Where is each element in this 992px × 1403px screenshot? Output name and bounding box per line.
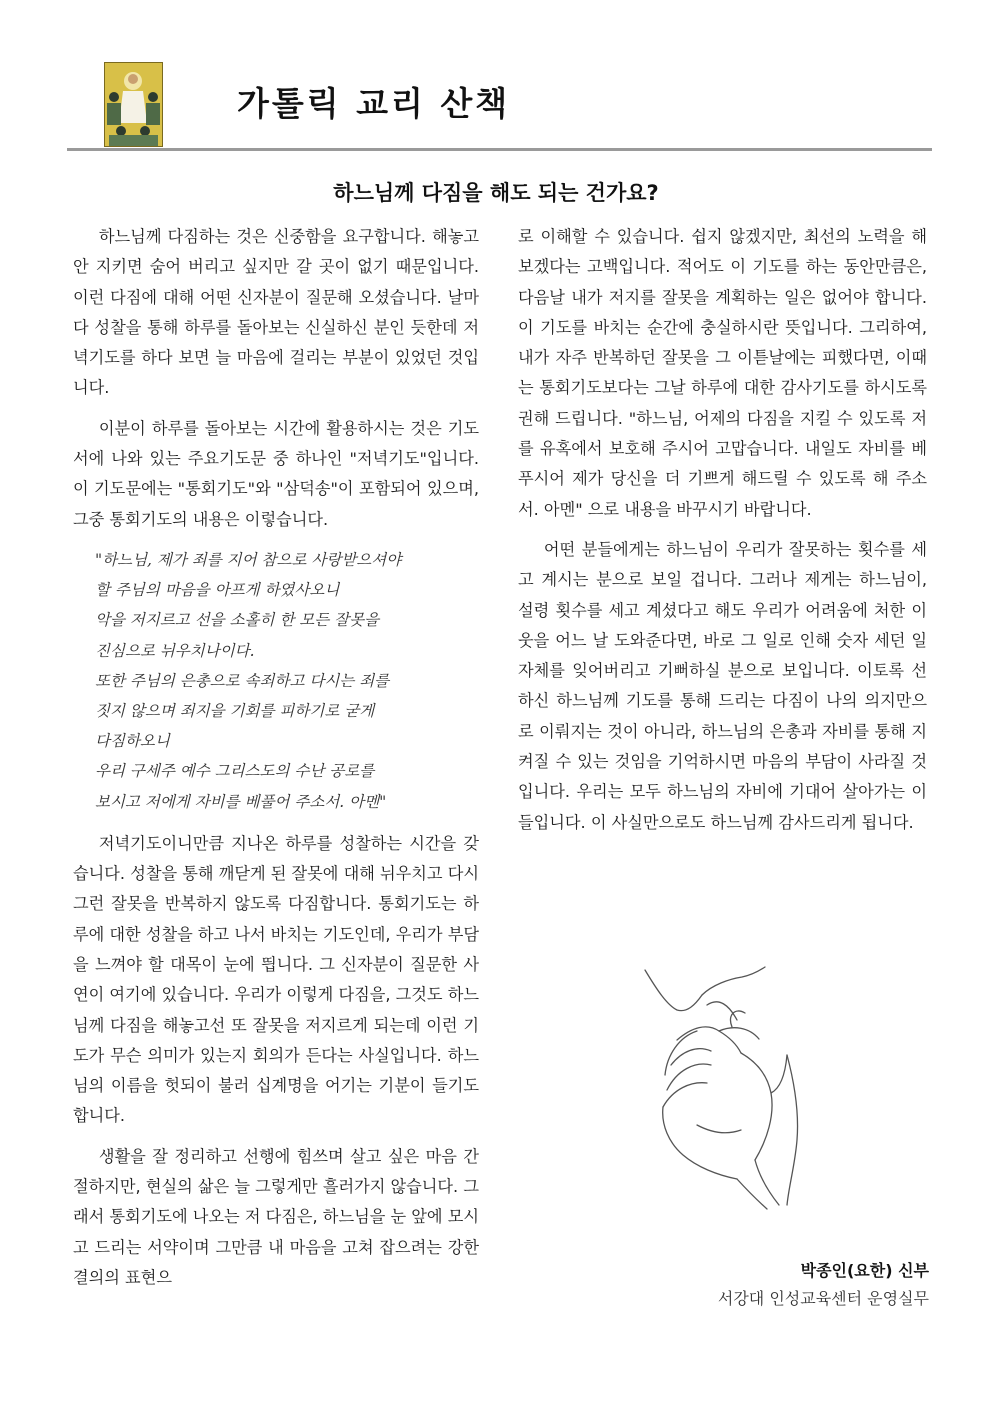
- prayer-quote: [73, 545, 479, 817]
- prayer-line: 악을 저지르고 선을 소홀히 한 모든 잘못을: [95, 611, 380, 630]
- prayer-line: 짓지 않으며 죄지을 기회를 피하기로 굳게: [95, 701, 375, 720]
- paragraph: 로 이해할 수 있습니다. 쉽지 않겠지만, 최선의 노력을 해 보겠다는 고백입니다. 적어도 이 기도를 하는 동안만큼은, 다음날 내가 저지를 잘못을 계획하는 일은 없어야 합니다. 이 기도를 바치는 순간에 충실하시란 뜻입니다. 그리하여, 내가 자주 반복하던 잘못을 그 이튿날에는 피했다면, 이때는 통회기도보다는 그날 하루에 대한 감사기도를 하시도록 권해 드립니다. "하느님, 어제의 다짐을 지킬 수 있도록 저를 유혹에서 보호해 주시어 고맙습니다. 내일도 자비를 베푸시어 제가 당신을 더 기쁘게 해드릴 수 있도록 해 주소서. 아멘" 으로 내용을 바꾸시기 바랍니다.: [518, 227, 927, 519]
- prayer-line: 보시고 저에게 자비를 베풀어 주소서. 아멘": [95, 792, 387, 811]
- prayer-line: 다짐하오니: [95, 732, 170, 751]
- prayer-line: 또한 주님의 은총으로 속죄하고 다시는 죄를: [95, 671, 390, 690]
- jesus-with-disciples-icon: [104, 62, 163, 147]
- author-name: 박종인(요한) 신부: [800, 1261, 929, 1280]
- author-block: [718, 1257, 929, 1313]
- right-column: [518, 222, 927, 848]
- paragraph: 저녁기도이니만큼 지나온 하루를 성찰하는 시간을 갖습니다. 성찰을 통해 깨닫게 된 잘못에 대해 뉘우치고 다시 그런 잘못을 반복하지 않도록 다짐합니다. 통회기도는 하루에 대한 성찰을 하고 나서 바치는 기도인데, 우리가 부담을 느껴야 할 대목이 눈에 띕니다. 그 신자분이 질문한 사연이 여기에 있습니다. 우리가 이렇게 다짐을, 그것도 하느님께 다짐을 해놓고선 또 잘못을 저지르게 되는데 이런 기도가 무슨 의미가 있는지 회의가 든다는 사실입니다. 하느님의 이름을 헛되이 불러 십계명을 어기는 기분이 들기도 합니다.: [73, 833, 479, 1126]
- prayer-line: 우리 구세주 예수 그리스도의 수난 공로를: [95, 762, 375, 781]
- paragraph: 생활을 잘 정리하고 선행에 힘쓰며 살고 싶은 마음 간절하지만, 현실의 삶은 늘 그렇게만 흘러가지 않습니다. 그래서 통회기도에 나오는 저 다짐은, 하느님을 눈 앞에 모시고 드리는 서약이며 그만큼 내 마음을 고쳐 잡으려는 강한 결의의 표현으: [73, 1146, 479, 1287]
- paragraph: 이분이 하루를 돌아보는 시간에 활용하시는 것은 기도서에 나와 있는 주요기도문 중 하나인 "저녁기도"입니다. 이 기도문에는 "통회기도"와 "삼덕송"이 포함되어 있으며, 그중 통회기도의 내용은 이렇습니다.: [73, 418, 479, 529]
- prayer-line: 진심으로 뉘우치나이다.: [95, 641, 255, 660]
- prayer-line: 할 주님의 마음을 아프게 하였사오니: [95, 581, 340, 600]
- series-title: 가톨릭 교리 산책: [237, 84, 511, 123]
- author-role: 서강대 인성교육센터 운영실무: [717, 1289, 929, 1308]
- header-divider: [67, 148, 932, 151]
- paragraph: 어떤 분들에게는 하느님이 우리가 잘못하는 횟수를 세고 계시는 분으로 보일 겁니다. 그러나 제게는 하느님이, 설령 횟수를 세고 계셨다고 해도 우리가 어려움에 처한 이웃을 어느 날 도와준다면, 바로 그 일로 인해 숫자 세던 일 자체를 잊어버리고 기뻐하실 분으로 보입니다. 이토록 선하신 하느님께 기도를 통해 드리는 다짐이 나의 의지만으로 이뤄지는 것이 아니라, 하느님의 은총과 자비를 통해 지켜질 수 있는 것임을 기억하시면 마음의 부담이 사라질 것입니다. 우리는 모두 하느님의 자비에 기대어 살아가는 이들입니다. 이 사실만으로도 하느님께 감사드리게 됩니다.: [518, 539, 927, 832]
- article-title: 하느님께 다짐을 해도 되는 건가요?: [333, 181, 659, 205]
- prayer-line: "하느님, 제가 죄를 지어 참으로 사랑받으셔야: [95, 550, 402, 569]
- left-column: [73, 222, 479, 1303]
- praying-hands-icon: [637, 965, 817, 1210]
- paragraph: 하느님께 다짐하는 것은 신중함을 요구합니다. 해놓고 안 지키면 숨어 버리고 싶지만 갈 곳이 없기 때문입니다. 이런 다짐에 대해 어떤 신자분이 질문해 오셨습니다. 날마다 성찰을 통해 하루를 돌아보는 신실하신 분인 듯한데 저녁기도를 하다 보면 늘 마음에 걸리는 부분이 있었던 것입니다.: [73, 227, 479, 398]
